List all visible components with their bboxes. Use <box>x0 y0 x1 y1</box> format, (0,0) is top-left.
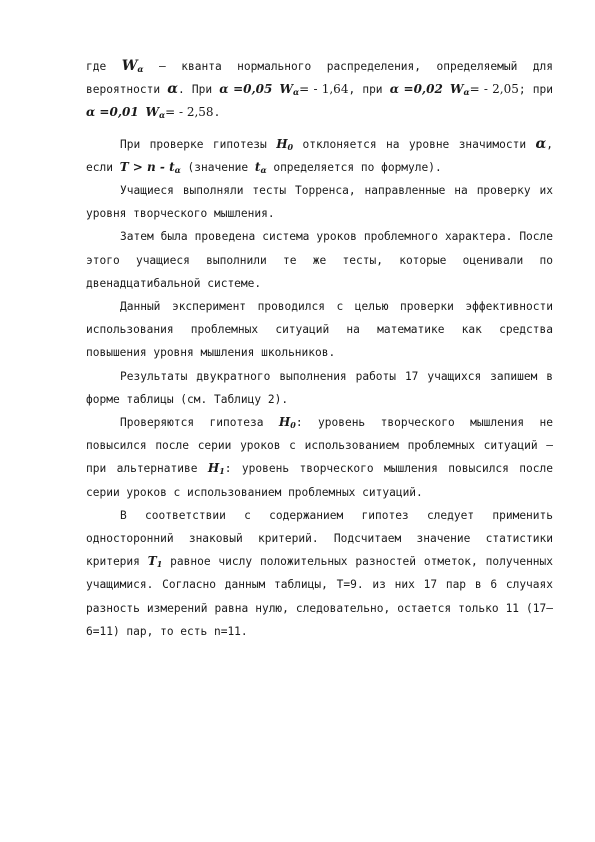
text-run: отклоняется на уровне значимости <box>293 137 536 151</box>
text-run: . <box>213 106 221 120</box>
text-run: , при <box>348 83 390 97</box>
math-symbol: t <box>254 159 261 174</box>
paragraph-quantile-definition <box>86 55 553 125</box>
math-value: = - 1,64 <box>299 82 349 97</box>
math-symbol: α <box>167 81 179 98</box>
math-symbol: W <box>121 58 138 74</box>
math-symbol: W <box>279 82 294 97</box>
math-expression <box>280 82 349 96</box>
math-symbol: W <box>145 105 159 120</box>
math-subscript: α <box>158 110 166 121</box>
math-expression <box>219 82 272 96</box>
text-run: : уровень творческого мышления не повысился после серии уроков с использованием проблемных ситуаций – при альтернативе <box>86 416 553 476</box>
math-expression <box>255 160 267 174</box>
math-subscript: α <box>463 87 470 98</box>
paragraph-experiment-purpose <box>86 295 553 365</box>
text-run: Проверяются гипотеза <box>120 416 279 430</box>
paragraph-gap <box>86 125 553 133</box>
math-value: = - 2,05 <box>469 82 519 97</box>
math-subscript: α <box>174 164 181 175</box>
math-expression <box>120 160 181 174</box>
paragraph-hypothesis-rejection <box>86 133 553 179</box>
math-symbol: W <box>449 82 464 97</box>
text-run: . При <box>178 83 220 97</box>
math-subscript: α <box>293 87 300 98</box>
math-subscript: α <box>137 64 144 74</box>
math-expression <box>450 82 519 96</box>
paragraph-torrance-tests <box>86 179 553 225</box>
math-subscript: 1 <box>156 559 163 570</box>
text-run: В соответствии с содержанием гипотез следует применить односторонний знаковый критерий. Подсчитаем значение статистики критерия <box>86 508 553 569</box>
text-run: Затем была проведена система уроков проблемного характера. После этого учащиеся выполнили те же тесты, которые оценивали по двенадцатибальной системе. <box>86 230 553 290</box>
math-value: = - 2,58 <box>165 105 214 120</box>
paragraph-results-table-ref <box>86 365 553 411</box>
math-expression <box>276 137 293 151</box>
math-symbol: H <box>207 461 220 476</box>
math-subscript: 1 <box>219 466 225 477</box>
math-symbol: T <box>147 554 157 569</box>
math-expression <box>148 554 163 568</box>
math-expression <box>535 136 546 152</box>
math-expression <box>390 82 443 96</box>
math-expression <box>167 81 178 97</box>
paragraph-problem-lessons <box>86 225 553 295</box>
math-symbol: α =0,01 <box>86 105 139 120</box>
math-expression <box>86 105 139 119</box>
document-page <box>86 55 553 643</box>
text-run: определяется по формуле). <box>266 160 442 174</box>
text-run: (значение <box>180 160 255 174</box>
text-run: – кванта нормального распределения, определяемый для вероятности <box>86 60 553 97</box>
text-run: Учащиеся выполняли тесты Торренса, направленные на проверку их уровня творческого мышления. <box>86 184 553 221</box>
paragraph-hypotheses-tested <box>86 411 553 504</box>
text-run: ; при <box>518 83 553 97</box>
math-subscript: 0 <box>287 141 294 152</box>
text-run <box>443 83 450 96</box>
paragraph-sign-test <box>86 504 553 643</box>
math-expression <box>145 105 213 119</box>
math-symbol: α =0,05 <box>219 82 273 97</box>
math-symbol: H <box>276 136 288 151</box>
math-subscript: α <box>260 164 267 175</box>
math-symbol: α =0,02 <box>389 82 443 97</box>
math-symbol: T > n - t <box>119 159 175 174</box>
math-subscript: 0 <box>290 420 296 431</box>
math-symbol: H <box>278 415 291 430</box>
text-run: где <box>86 60 122 73</box>
math-symbol: α <box>535 135 547 152</box>
text-run: , если <box>86 137 553 174</box>
text-run: Данный эксперимент проводился с целью проверки эффективности использования проблемных ситуаций на математике как средства повышения уровня мышления школьников. <box>86 300 553 360</box>
text-run: Результаты двукратного выполнения работы 17 учащихся запишем в форме таблицы (см. Таблицу 2). <box>86 369 553 406</box>
text-run: При проверке гипотезы <box>120 137 277 151</box>
math-expression <box>122 58 144 74</box>
text-run: : уровень творческого мышления повысился после серии уроков с использованием проблемных ситуаций. <box>86 462 553 499</box>
math-expression <box>279 415 296 429</box>
text-run <box>272 83 279 96</box>
math-expression <box>208 461 225 475</box>
text-run: равное числу положительных разностей отметок, полученных учащимися. Согласно данным таблицы, T=9. из них 17 пар в 6 случаях разность измерений равна нулю, следовательно, остается только 11 (17–6=11) пар, то есть n=11. <box>86 555 554 638</box>
